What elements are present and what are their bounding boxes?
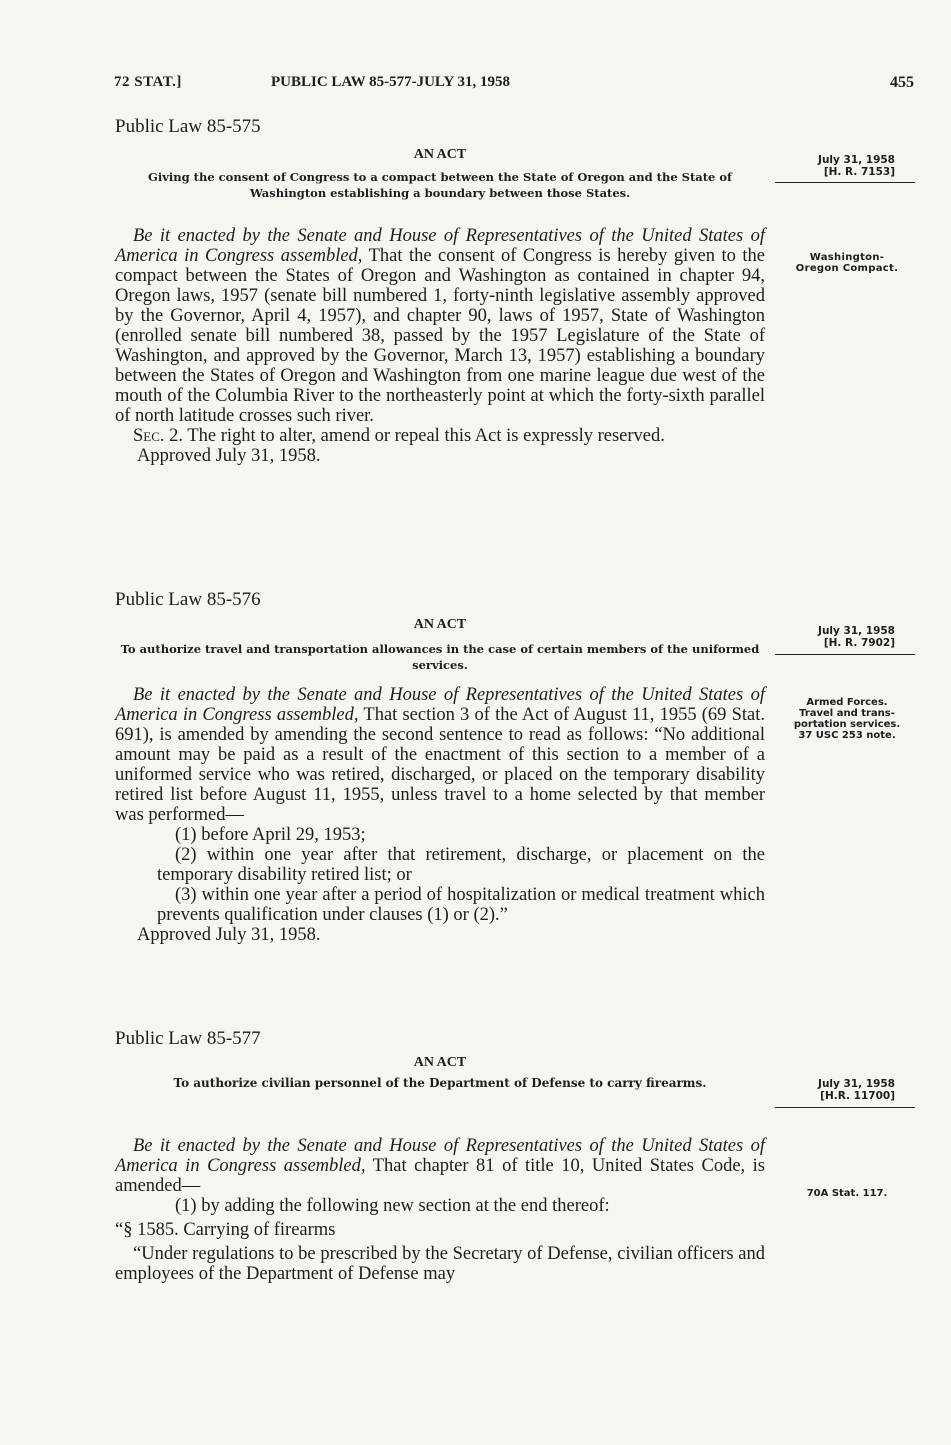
- act-heading: AN ACT: [413, 1055, 467, 1070]
- margin-rule: [775, 182, 915, 183]
- margin-note-line: Oregon Compact.: [795, 263, 899, 274]
- clause-3: (3) within one year after a period of hospitalization or medical treatment which prevents qualification under clauses (1) or (2).”: [157, 885, 765, 925]
- clause-1: (1) before April 29, 1953;: [175, 825, 366, 845]
- enacting-clause: Be it enacted by the Senate and House of Representatives of the United States of America in Congress assembled,: [115, 226, 765, 266]
- page-number: 455: [890, 74, 914, 91]
- act-body: [115, 226, 765, 466]
- margin-bill-number: [H. R. 7902]: [823, 637, 895, 649]
- margin-date-block: [775, 154, 915, 178]
- enacting-paragraph: [115, 226, 765, 426]
- enacting-clause: Be it enacted by the Senate and House of Representatives of the United States of America in Congress assembled,: [115, 1136, 765, 1176]
- approved-date: Approved July 31, 1958.: [137, 925, 321, 945]
- enacting-paragraph: [115, 1136, 765, 1196]
- enacting-paragraph: [115, 685, 765, 825]
- volume-reference: 72 STAT.]: [114, 74, 182, 90]
- margin-date-block: [775, 625, 915, 649]
- margin-note: [772, 697, 922, 741]
- margin-rule: [775, 654, 915, 655]
- section-2-paragraph: [115, 426, 765, 446]
- act-purpose: Giving the consent of Congress to a compact between the State of Oregon and the State of Washington establishing a boundary between those States.: [148, 170, 732, 200]
- margin-date: July 31, 1958: [818, 1078, 895, 1090]
- law-title-85-576: Public Law 85-576: [115, 589, 261, 610]
- act-body: [115, 685, 765, 945]
- act-purpose: To authorize travel and transportation allowances in the case of certain members of the uniformed services.: [120, 642, 760, 672]
- margin-note: [772, 252, 922, 274]
- margin-note-line: portation services.: [793, 719, 901, 730]
- act-text: That the consent of Congress is hereby given to the compact between the States of Oregon and Washington as contained in chapter 94, Oregon laws, 1957 (senate bill numbered 1, forty-ninth legislative assembly approved by the Governor, April 4, 1957), and chapter 90, laws of 1957, State of Washington (enrolled senate bill numbered 38, passed by the 1957 Legislature of the State of Washington, and approved by the Governor, March 13, 1957) establishing a boundary between the States of Oregon and Washington from one marine league due west of the mouth of the Columbia River to the northeasterly point at which the forty-sixth parallel of north latitude crosses such river.: [115, 246, 765, 426]
- margin-note-line: Travel and trans-: [799, 708, 895, 719]
- margin-note: [772, 1188, 922, 1199]
- margin-date-block: [775, 1078, 915, 1102]
- act-purpose: To authorize civilian personnel of the Department of Defense to carry firearms.: [173, 1076, 707, 1090]
- section-text: The right to alter, amend or repeal this Act is expressly reserved.: [187, 426, 665, 446]
- section-label: Sec. 2.: [133, 426, 184, 446]
- margin-bill-number: [H.R. 11700]: [820, 1090, 895, 1102]
- law-title-85-577: Public Law 85-577: [115, 1028, 261, 1049]
- margin-note-line: Washington-: [809, 252, 885, 263]
- margin-date: July 31, 1958: [818, 625, 895, 637]
- margin-bill-number: [H. R. 7153]: [823, 166, 895, 178]
- clause-1: (1) by adding the following new section at the end thereof:: [175, 1196, 610, 1216]
- running-header: [114, 74, 914, 98]
- margin-note-line: 37 USC 253 note.: [798, 730, 896, 741]
- law-title-85-575: Public Law 85-575: [115, 116, 261, 137]
- act-heading: AN ACT: [413, 147, 467, 162]
- section-heading: “§ 1585. Carrying of firearms: [115, 1220, 336, 1240]
- margin-note-line: 70A Stat. 117.: [806, 1188, 888, 1199]
- act-body: [115, 1136, 765, 1284]
- margin-date: July 31, 1958: [818, 154, 895, 166]
- act-text: That chapter 81 of title 10, United States Code, is amended—: [115, 1156, 765, 1196]
- approved-date: Approved July 31, 1958.: [137, 446, 321, 466]
- act-text: That section 3 of the Act of August 11, 1955 (69 Stat. 691), is amended by amending the second sentence to read as follows: “No additional amount may be paid as a result of the enactment of this section to a member of a uniformed service who was retired, discharged, or placed on the temporary disability retired list before August 11, 1955, unless travel to a home selected by that member was performed—: [115, 705, 765, 825]
- margin-note-line: Armed Forces.: [806, 697, 888, 708]
- running-title: PUBLIC LAW 85-577-JULY 31, 1958: [271, 74, 511, 90]
- clause-2: (2) within one year after that retirement, discharge, or placement on the temporary disability retired list; or: [157, 845, 765, 885]
- margin-rule: [775, 1107, 915, 1108]
- act-heading: AN ACT: [413, 617, 467, 632]
- section-text: “Under regulations to be prescribed by the Secretary of Defense, civilian officers and employees of the Department of Defense may: [115, 1244, 765, 1284]
- enacting-clause: Be it enacted by the Senate and House of Representatives of the United States of America in Congress assembled,: [115, 685, 765, 725]
